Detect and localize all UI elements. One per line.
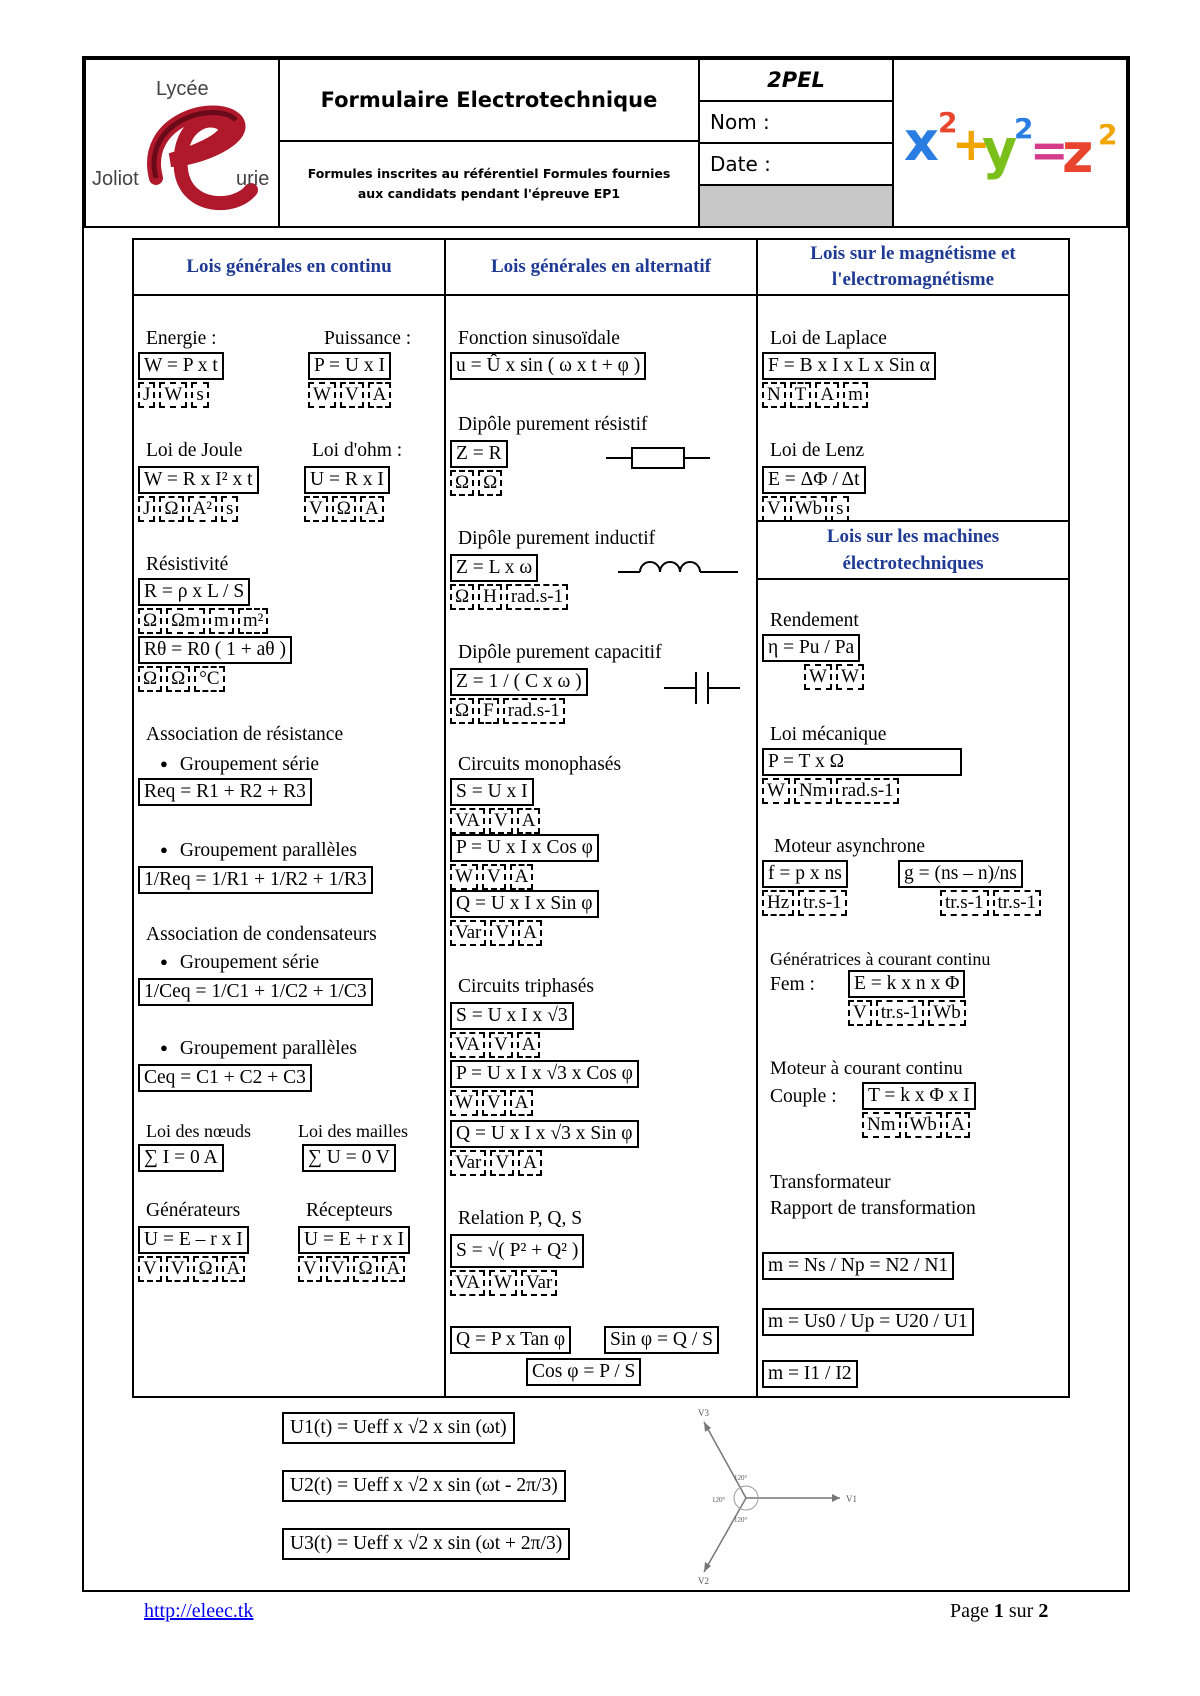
formula-ohm: U = R x I bbox=[304, 466, 390, 494]
meca-label: Loi mécanique bbox=[770, 724, 887, 745]
svg-text:y: y bbox=[982, 118, 1018, 181]
formula-noeuds: ∑ I = 0 A bbox=[138, 1144, 224, 1172]
formula-lenz: E = ΔΦ / Δt bbox=[762, 466, 866, 494]
pythagoras-icon bbox=[894, 60, 1130, 230]
capacitor-icon bbox=[664, 670, 740, 706]
inductif-label: Dipôle purement inductif bbox=[458, 528, 656, 549]
recepteurs-label: Récepteurs bbox=[306, 1200, 393, 1221]
date-field[interactable]: Date : bbox=[698, 142, 894, 186]
label-v2: V2 bbox=[698, 1576, 709, 1586]
formula-energie: W = P x t bbox=[138, 352, 224, 380]
class-label: 2PEL bbox=[698, 58, 894, 102]
angle-label-1: 120° bbox=[734, 1474, 748, 1482]
phasor-v2 bbox=[704, 1498, 746, 1572]
resistif-label: Dipôle purement résistif bbox=[458, 414, 648, 435]
laplace-label: Loi de Laplace bbox=[770, 328, 887, 349]
units-recepteur: V V Ω A bbox=[298, 1256, 409, 1282]
gen-cc-label: Génératrices à courant continu bbox=[770, 949, 991, 969]
serie2-label: ● Groupement série bbox=[160, 952, 319, 975]
col-continu-title: Lois générales en continu bbox=[134, 240, 444, 296]
svg-text:+: + bbox=[952, 117, 991, 171]
angle-label-3: 120° bbox=[734, 1516, 748, 1524]
units-fem: V tr.s-1 Wb bbox=[848, 1000, 970, 1026]
formula-inductif: Z = L x ω bbox=[450, 554, 538, 582]
formula-tri-p: P = U x I x √3 x Cos φ bbox=[450, 1060, 639, 1088]
school-logo: Lycée Joliot urie bbox=[84, 58, 280, 228]
col-continu bbox=[134, 240, 446, 1396]
moteur-cc-label: Moteur à courant continu bbox=[770, 1058, 963, 1079]
col-magnetisme bbox=[758, 240, 1068, 1396]
assoc-res-label: Association de résistance bbox=[146, 724, 344, 745]
svg-text:2: 2 bbox=[1098, 118, 1118, 151]
mailles-label: Loi des mailles bbox=[298, 1121, 408, 1141]
formula-mono-p: P = U x I x Cos φ bbox=[450, 834, 599, 862]
formula-tan: Q = P x Tan φ bbox=[450, 1326, 571, 1354]
units-joule: J Ω A² s bbox=[138, 496, 242, 522]
units-async-g: tr.s-1 tr.s-1 bbox=[940, 890, 1045, 916]
formula-m1: m = Ns / Np = N2 / N1 bbox=[762, 1252, 954, 1280]
formula-relation: S = √( P² + Q² ) bbox=[450, 1234, 584, 1268]
rapport-label: Rapport de transformation bbox=[770, 1198, 976, 1219]
formula-joule: W = R x I² x t bbox=[138, 466, 259, 494]
units-ohm: V Ω A bbox=[304, 496, 388, 522]
units-lenz: V Wb s bbox=[762, 496, 853, 522]
col-magnetisme-title: Lois sur le magnétisme et l'electromagnétisme bbox=[758, 240, 1068, 296]
units-mono-s: VA V A bbox=[450, 808, 544, 834]
formula-async-f: f = p x ns bbox=[762, 860, 848, 888]
generateurs-label: Générateurs bbox=[146, 1200, 241, 1221]
units-couple: Nm Wb A bbox=[862, 1112, 974, 1138]
transfo-label: Transformateur bbox=[770, 1172, 891, 1193]
sinus-label: Fonction sinusoïdale bbox=[458, 328, 620, 349]
machines-title: Lois sur les machines électrotechniques bbox=[758, 520, 1068, 580]
label-v3: V3 bbox=[698, 1408, 709, 1418]
nom-field[interactable]: Nom : bbox=[698, 100, 894, 144]
formula-cosphi: Cos φ = P / S bbox=[526, 1358, 641, 1386]
lenz-label: Loi de Lenz bbox=[770, 440, 865, 461]
async-label: Moteur asynchrone bbox=[774, 836, 926, 857]
phasor-v3 bbox=[704, 1422, 746, 1498]
serie-label: ● Groupement série bbox=[160, 754, 319, 777]
fem-label: Fem : bbox=[770, 974, 815, 995]
para-label: ● Groupement parallèles bbox=[160, 840, 357, 863]
col-alternatif bbox=[446, 240, 758, 1396]
formula-mono-s: S = U x I bbox=[450, 778, 534, 806]
grey-cell bbox=[698, 184, 894, 228]
formula-capacitif: Z = 1 / ( C x ω ) bbox=[450, 668, 588, 696]
units-tri-p: W V A bbox=[450, 1090, 537, 1116]
formula-temperature: Rθ = R0 ( 1 + aθ ) bbox=[138, 636, 292, 664]
units-tri-q: Var V A bbox=[450, 1150, 546, 1176]
formula-rendement: η = Pu / Pa bbox=[762, 634, 860, 662]
formula-resistif: Z = R bbox=[450, 440, 508, 468]
formula-u3: U3(t) = Ueff x √2 x sin (ωt + 2π/3) bbox=[282, 1528, 570, 1560]
header bbox=[84, 58, 1128, 228]
formula-meca: P = T x Ω bbox=[762, 748, 962, 776]
formula-fem: E = k x n x Φ bbox=[848, 970, 965, 998]
formula-table bbox=[132, 238, 1070, 1398]
logo-e-icon bbox=[86, 60, 282, 230]
assoc-cond-label: Association de condensateurs bbox=[146, 924, 377, 945]
units-energie: J W s bbox=[138, 382, 213, 408]
formula-u1: U1(t) = Ueff x √2 x sin (ωt) bbox=[282, 1412, 515, 1444]
units-mono-p: W V A bbox=[450, 864, 537, 890]
resistivite-label: Résistivité bbox=[146, 554, 229, 575]
units-temperature: Ω Ω °C bbox=[138, 666, 229, 692]
formula-m2: m = Us0 / Up = U20 / U1 bbox=[762, 1308, 974, 1336]
units-async-f: Hz tr.s-1 bbox=[762, 890, 851, 916]
formula-puissance: P = U x I bbox=[308, 352, 391, 380]
formula-u2: U2(t) = Ueff x √2 x sin (ωt - 2π/3) bbox=[282, 1470, 566, 1502]
relation-label: Relation P, Q, S bbox=[458, 1208, 583, 1229]
units-mono-q: Var V A bbox=[450, 920, 546, 946]
svg-text:=: = bbox=[1030, 123, 1069, 177]
rendement-label: Rendement bbox=[770, 610, 859, 631]
mono-label: Circuits monophasés bbox=[458, 754, 622, 775]
joule-label: Loi de Joule bbox=[146, 440, 243, 461]
capacitif-label: Dipôle purement capacitif bbox=[458, 642, 662, 663]
units-generateur: V V Ω A bbox=[138, 1256, 249, 1282]
inductor-icon bbox=[618, 554, 738, 578]
formula-mailles: ∑ U = 0 V bbox=[302, 1144, 396, 1172]
svg-text:z: z bbox=[1062, 122, 1094, 185]
formula-recepteur: U = E + r x I bbox=[298, 1226, 410, 1254]
formula-sinphi: Sin φ = Q / S bbox=[604, 1326, 719, 1354]
svg-text:2: 2 bbox=[938, 106, 958, 139]
units-relation: VA W Var bbox=[450, 1270, 561, 1296]
para2-label: ● Groupement parallèles bbox=[160, 1038, 357, 1061]
formula-tri-s: S = U x I x √3 bbox=[450, 1002, 574, 1030]
tri-label: Circuits triphasés bbox=[458, 976, 594, 997]
doc-subtitle: Formules inscrites au référentiel Formules fournies aux candidats pendant l'épreuve EP1 bbox=[278, 140, 700, 228]
ohm-label: Loi d'ohm : bbox=[312, 440, 403, 461]
units-meca: W Nm rad.s-1 bbox=[762, 778, 903, 804]
formula-ceq-para: Ceq = C1 + C2 + C3 bbox=[138, 1064, 312, 1092]
units-tri-s: VA V A bbox=[450, 1032, 544, 1058]
page-number: Page 1 sur 2 bbox=[950, 1600, 1049, 1622]
formula-laplace: F = B x I x L x Sin α bbox=[762, 352, 936, 380]
units-capacitif: Ω F rad.s-1 bbox=[450, 698, 569, 724]
col-alternatif-title: Lois générales en alternatif bbox=[446, 240, 756, 296]
formula-sinus: u = Û x sin ( ω x t + φ ) bbox=[450, 352, 646, 380]
couple-label: Couple : bbox=[770, 1086, 837, 1107]
angle-label-2: 120° bbox=[712, 1496, 726, 1504]
formula-req-serie: Req = R1 + R2 + R3 bbox=[138, 778, 312, 806]
formula-couple: T = k x Φ x I bbox=[862, 1082, 976, 1110]
resistor-icon bbox=[606, 444, 710, 472]
formula-async-g: g = (ns – n)/ns bbox=[898, 860, 1023, 888]
units-laplace: N T A m bbox=[762, 382, 872, 408]
units-puissance: W V A bbox=[308, 382, 395, 408]
formula-generateur: U = E – r x I bbox=[138, 1226, 249, 1254]
formula-mono-q: Q = U x I x Sin φ bbox=[450, 890, 599, 918]
puissance-label: Puissance : bbox=[324, 328, 412, 349]
units-rendement: W W bbox=[804, 664, 868, 690]
formula-resistivite: R = ρ x L / S bbox=[138, 578, 250, 606]
doc-title: Formulaire Electrotechnique bbox=[278, 58, 700, 142]
units-inductif: Ω H rad.s-1 bbox=[450, 584, 572, 610]
units-resistivite: Ω Ωm m m² bbox=[138, 608, 272, 634]
energie-label: Energie : bbox=[146, 328, 217, 349]
noeuds-label: Loi des nœuds bbox=[146, 1121, 251, 1141]
units-resistif: Ω Ω bbox=[450, 470, 506, 496]
formula-m3: m = I1 / I2 bbox=[762, 1360, 858, 1388]
phasor-diagram bbox=[690, 1400, 890, 1590]
equation-logo bbox=[892, 58, 1128, 228]
formula-req-para: 1/Req = 1/R1 + 1/R2 + 1/R3 bbox=[138, 866, 373, 894]
formula-ceq-serie: 1/Ceq = 1/C1 + 1/C2 + 1/C3 bbox=[138, 978, 373, 1006]
formula-tri-q: Q = U x I x √3 x Sin φ bbox=[450, 1120, 639, 1148]
label-v1: V1 bbox=[846, 1494, 857, 1504]
svg-text:x: x bbox=[904, 110, 939, 173]
footer-link[interactable]: http://eleec.tk bbox=[144, 1600, 254, 1622]
svg-text:2: 2 bbox=[1014, 112, 1034, 145]
